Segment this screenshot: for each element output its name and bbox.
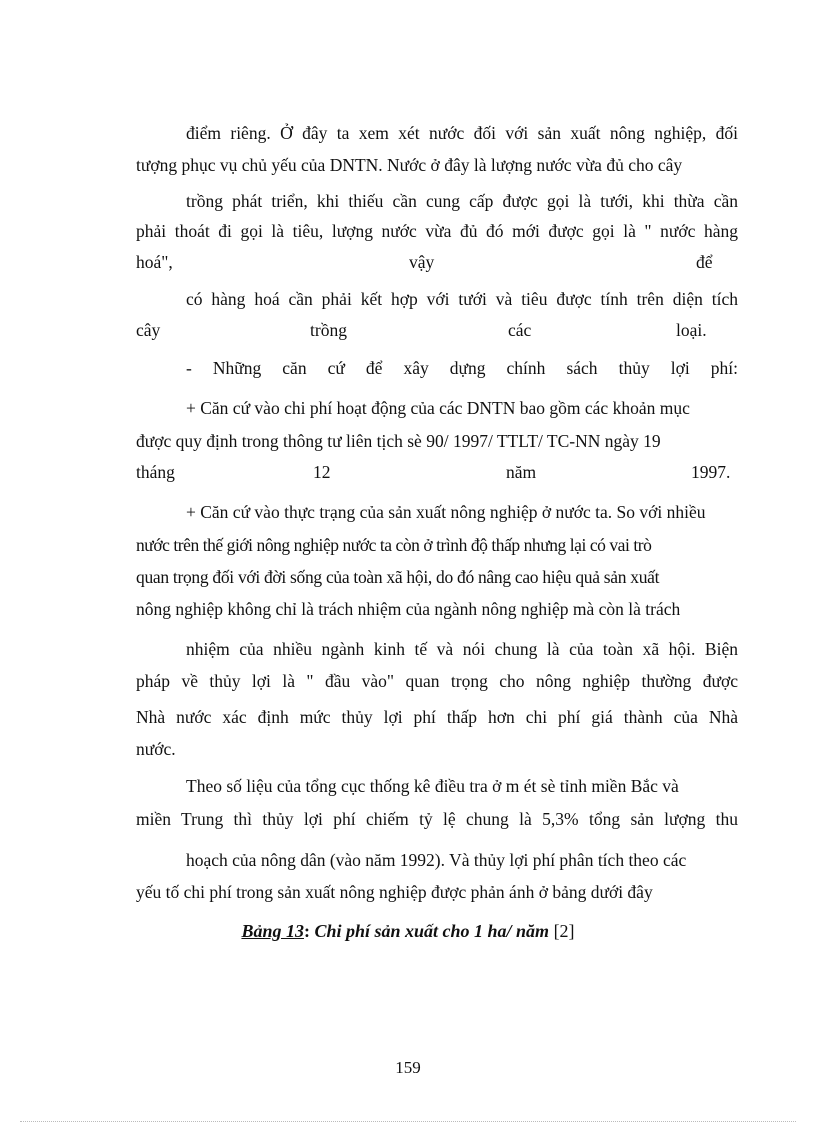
paragraph-line: miền Trung thì thủy lợi phí chiếm tỷ lệ chung là 5,3% tổng sản lượng thu: [136, 809, 738, 829]
paragraph-line: hoạch của nông dân (vào năm 1992). Và thủy lợi phí phân tích theo các: [186, 850, 687, 870]
page-bottom-border: [20, 1121, 796, 1122]
word: 1997.: [691, 462, 731, 482]
paragraph-line: tượng phục vụ chủ yếu của DNTN. Nước ở đây là lượng nước vừa đủ cho cây: [136, 155, 683, 175]
word: hoá",: [136, 252, 173, 272]
paragraph-line: nhiệm của nhiều ngành kinh tế và nói chung là của toàn xã hội. Biện: [186, 639, 738, 659]
paragraph-line: quan trọng đối với đời sống của toàn xã hội, do đó nâng cao hiệu quả sản xuất: [136, 567, 660, 587]
word: cây: [136, 320, 161, 340]
citation-ref: [2]: [549, 921, 575, 941]
paragraph-line: phải thoát đi gọi là tiêu, lượng nước vừa đủ đó mới được gọi là " nước hàng: [136, 221, 738, 241]
word: trồng: [310, 320, 347, 340]
word: tháng: [136, 462, 175, 482]
table-caption: [0, 920, 816, 942]
word: 12: [313, 462, 331, 482]
paragraph-line: có hàng hoá cần phải kết hợp với tưới và tiêu được tính trên diện tích: [186, 289, 738, 309]
paragraph-line: Theo số liệu của tổng cục thống kê điều tra ở m ét sè tỉnh miền Bắc và: [186, 776, 679, 796]
paragraph-line: trồng phát triển, khi thiếu cần cung cấp được gọi là tưới, khi thừa cần: [186, 191, 738, 211]
caption-separator: :: [303, 921, 315, 941]
paragraph-line: Nhà nước xác định mức thủy lợi phí thấp hơn chi phí giá thành của Nhà: [136, 707, 738, 727]
paragraph-line: - Những căn cứ để xây dựng chính sách thủy lợi phí:: [186, 358, 738, 378]
word: các: [508, 320, 532, 340]
word: vậy: [409, 252, 435, 272]
paragraph-line: + Căn cứ vào chi phí hoạt động của các DNTN bao gồm các khoản mục: [186, 398, 690, 418]
table-label: Bảng 13: [241, 921, 304, 941]
paragraph-line: nước trên thế giới nông nghiệp nước ta còn ở trình độ thấp nhưng lại có vai trò: [136, 535, 652, 555]
paragraph-line: được quy định trong thông tư liên tịch sè 90/ 1997/ TTLT/ TC-NN ngày 19: [136, 431, 661, 451]
paragraph-line: + Căn cứ vào thực trạng của sản xuất nông nghiệp ở nước ta. So với nhiều: [186, 502, 706, 522]
word: để: [696, 252, 713, 272]
paragraph-line: điểm riêng. Ở đây ta xem xét nước đối với sản xuất nông nghiệp, đối: [186, 123, 738, 143]
paragraph-line: nước.: [136, 739, 176, 759]
paragraph-line: yếu tố chi phí trong sản xuất nông nghiệp được phản ánh ở bảng dưới đây: [136, 882, 653, 902]
page-number: 159: [395, 1058, 421, 1077]
table-title: Chi phí sản xuất cho 1 ha/ năm: [314, 921, 550, 941]
word: năm: [506, 462, 537, 482]
paragraph-line: pháp về thủy lợi là " đầu vào" quan trọng cho nông nghiệp thường được: [136, 671, 738, 691]
paragraph-line: nông nghiệp không chỉ là trách nhiệm của ngành nông nghiệp mà còn là trách: [136, 599, 681, 619]
word: loại.: [676, 320, 707, 340]
